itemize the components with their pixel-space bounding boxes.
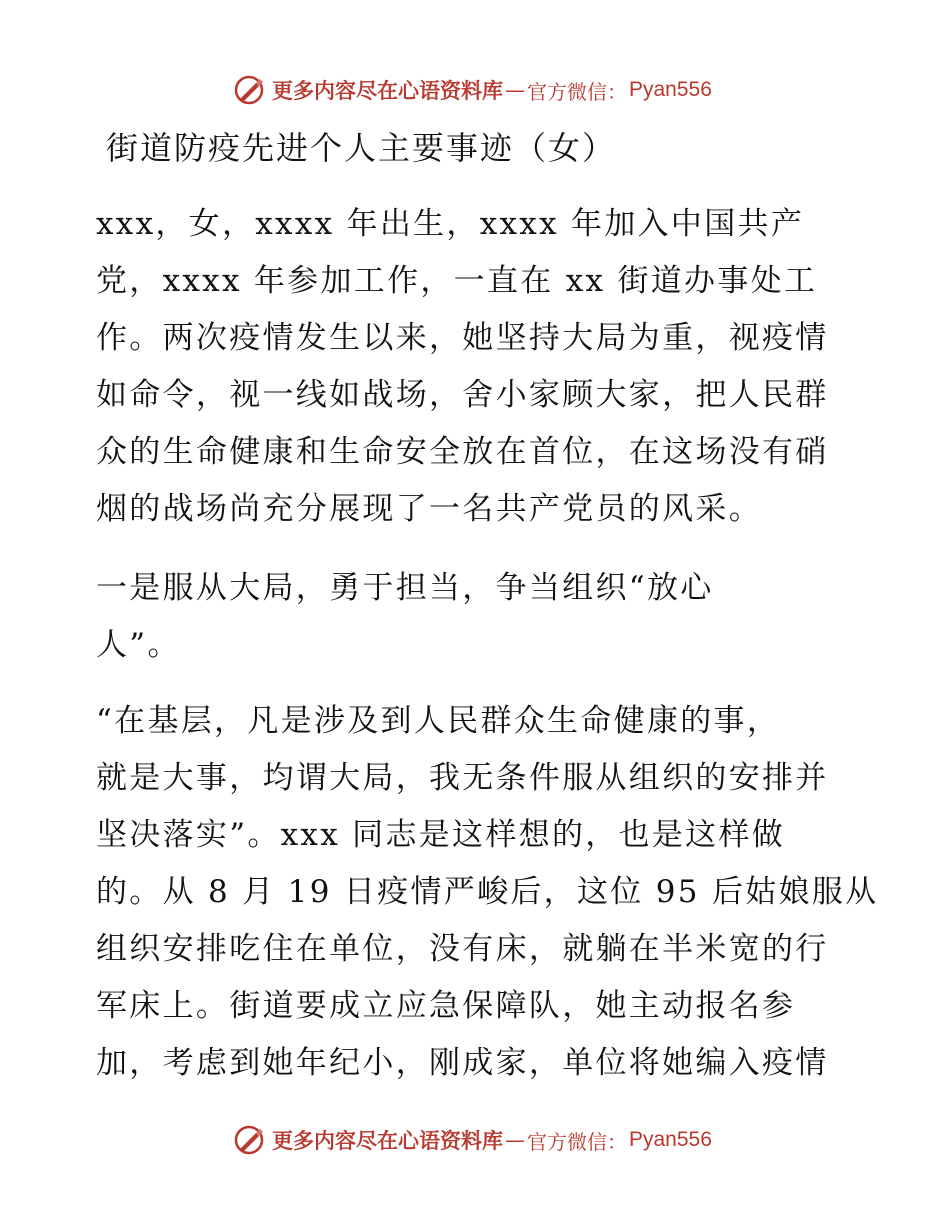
banner-separator: — xyxy=(505,1128,525,1152)
text-line: 军床上。街道要成立应急保障队，她主动报名参 xyxy=(96,988,796,1024)
pen-logo-icon xyxy=(232,1123,266,1157)
text-line: 人”。 xyxy=(96,627,181,663)
text-line: 的。从 8 月 19 日疫情严峻后，这位 95 后姑娘服从 xyxy=(96,874,879,910)
banner-wechat-id: Pyan556 xyxy=(629,78,712,101)
banner-text: 更多内容尽在心语资料库 xyxy=(272,1128,503,1153)
header-banner xyxy=(232,72,712,108)
paragraph-1 xyxy=(96,196,856,538)
banner-wechat-label: 官方微信： xyxy=(527,1129,627,1154)
paragraph-3 xyxy=(96,693,879,1092)
text-line: 众的生命健康和生命安全放在首位，在这场没有硝 xyxy=(96,434,829,470)
text-line: 党，xxxx 年参加工作，一直在 xx 街道办事处工 xyxy=(96,263,818,299)
text-line: 一是服从大局，勇于担当，争当组织“放心 xyxy=(96,570,714,606)
text-line: 烟的战场尚充分展现了一名共产党员的风采。 xyxy=(96,491,762,527)
footer-banner xyxy=(232,1122,712,1158)
banner-separator: — xyxy=(505,78,525,102)
banner-wechat-id: Pyan556 xyxy=(629,1128,712,1151)
text-line: 组织安排吃住在单位，没有床，就躺在半米宽的行 xyxy=(96,931,829,967)
banner-text: 更多内容尽在心语资料库 xyxy=(272,78,503,103)
pen-logo-icon xyxy=(232,73,266,107)
document-title: 街道防疫先进个人主要事迹（女） xyxy=(106,129,617,167)
text-line: 作。两次疫情发生以来，她坚持大局为重，视疫情 xyxy=(96,320,829,356)
text-line: “在基层，凡是涉及到人民群众生命健康的事， xyxy=(96,703,781,739)
text-line: 如命令，视一线如战场，舍小家顾大家，把人民群 xyxy=(96,377,829,413)
text-line: 坚决落实”。xxx 同志是这样想的，也是这样做 xyxy=(96,817,786,853)
paragraph-2 xyxy=(96,560,856,674)
text-line: 加，考虑到她年纪小，刚成家，单位将她编入疫情 xyxy=(96,1045,829,1081)
text-line: 就是大事，均谓大局，我无条件服从组织的安排并 xyxy=(96,760,829,796)
text-line: xxx，女，xxxx 年出生，xxxx 年加入中国共产 xyxy=(96,206,805,242)
banner-wechat-label: 官方微信： xyxy=(527,79,627,104)
